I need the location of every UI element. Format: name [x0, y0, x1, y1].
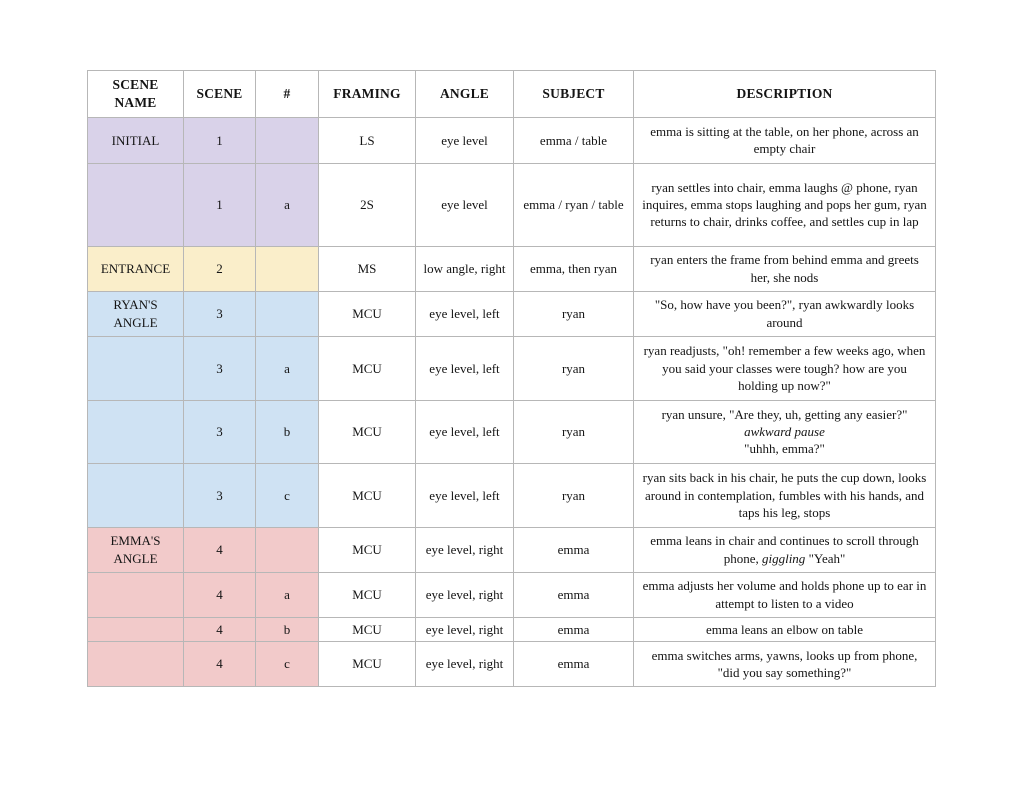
shot-list-table [87, 70, 936, 687]
cell-framing: 2S [319, 163, 416, 246]
cell-description [634, 117, 936, 163]
cell-angle: eye level, left [416, 463, 514, 527]
cell-scene-name: ENTRANCE [88, 246, 184, 291]
header-scene-name: SCENE NAME [88, 71, 184, 118]
table-row [88, 641, 936, 686]
description-segment: ryan enters the frame from behind emma and greets her, she nods [650, 252, 919, 285]
cell-shot: a [256, 336, 319, 400]
cell-angle: eye level, right [416, 641, 514, 686]
cell-subject: emma / table [514, 117, 634, 163]
cell-shot: a [256, 572, 319, 617]
cell-subject: emma [514, 572, 634, 617]
cell-scene-name: RYAN'S ANGLE [88, 291, 184, 336]
cell-description [634, 163, 936, 246]
cell-scene-name: EMMA'S ANGLE [88, 527, 184, 572]
cell-subject: ryan [514, 463, 634, 527]
cell-framing: MCU [319, 400, 416, 463]
shot-list-body [88, 117, 936, 686]
table-row [88, 463, 936, 527]
cell-scene: 2 [184, 246, 256, 291]
cell-scene: 4 [184, 641, 256, 686]
cell-framing: MCU [319, 463, 416, 527]
cell-scene: 3 [184, 336, 256, 400]
cell-scene-name [88, 617, 184, 641]
description-segment: "Yeah" [805, 550, 846, 566]
cell-angle: eye level, left [416, 291, 514, 336]
description-segment: "So, how have you been?", ryan awkwardly looks around [654, 297, 915, 330]
description-segment: awkward pause [744, 424, 825, 440]
cell-framing: MCU [319, 336, 416, 400]
table-row [88, 163, 936, 246]
cell-subject: ryan [514, 400, 634, 463]
description-segment: emma leans an elbow on table [705, 621, 864, 637]
cell-description [634, 291, 936, 336]
header-subject: SUBJECT [514, 71, 634, 118]
cell-shot [256, 527, 319, 572]
cell-framing: MCU [319, 617, 416, 641]
cell-framing: MCU [319, 641, 416, 686]
cell-framing: LS [319, 117, 416, 163]
cell-shot: a [256, 163, 319, 246]
cell-scene: 3 [184, 291, 256, 336]
cell-description [634, 400, 936, 463]
table-row [88, 527, 936, 572]
cell-scene-name [88, 336, 184, 400]
table-row [88, 617, 936, 641]
description-segment: ryan settles into chair, emma laughs @ phone, ryan inquires, emma stops laughing and pops her gum, ryan returns to chair, drinks coffee, and settles cup in lap [642, 179, 927, 230]
cell-shot: c [256, 463, 319, 527]
cell-framing: MCU [319, 291, 416, 336]
cell-description [634, 617, 936, 641]
cell-description [634, 463, 936, 527]
cell-shot [256, 117, 319, 163]
table-row [88, 400, 936, 463]
cell-scene-name [88, 463, 184, 527]
cell-subject: ryan [514, 291, 634, 336]
cell-angle: eye level [416, 163, 514, 246]
description-segment: ryan unsure, "Are they, uh, getting any easier?" [661, 406, 908, 422]
description-segment: emma adjusts her volume and holds phone up to ear in attempt to listen to a video [642, 578, 927, 611]
cell-scene: 4 [184, 572, 256, 617]
cell-angle: eye level [416, 117, 514, 163]
header-angle: ANGLE [416, 71, 514, 118]
cell-framing: MCU [319, 527, 416, 572]
cell-scene: 1 [184, 117, 256, 163]
table-row [88, 572, 936, 617]
cell-shot: c [256, 641, 319, 686]
cell-scene-name [88, 641, 184, 686]
cell-description [634, 641, 936, 686]
cell-description [634, 572, 936, 617]
cell-shot: b [256, 617, 319, 641]
description-segment: ryan readjusts, "oh! remember a few weeks ago, when you said your classes were tough? how are you holding up now?" [643, 343, 926, 393]
header-description: DESCRIPTION [634, 71, 936, 118]
cell-scene: 4 [184, 527, 256, 572]
description-segment: emma switches arms, yawns, looks up from phone, "did you say something?" [651, 647, 918, 680]
header-shot-number: # [256, 71, 319, 118]
cell-angle: eye level, left [416, 400, 514, 463]
table-row [88, 291, 936, 336]
cell-scene: 3 [184, 400, 256, 463]
header-scene: SCENE [184, 71, 256, 118]
description-segment: "uhhh, emma?" [744, 441, 825, 457]
cell-subject: emma [514, 617, 634, 641]
cell-subject: emma [514, 641, 634, 686]
cell-angle: eye level, right [416, 617, 514, 641]
cell-angle: eye level, right [416, 572, 514, 617]
cell-subject: emma / ryan / table [514, 163, 634, 246]
description-segment: giggling [761, 550, 806, 566]
table-row [88, 246, 936, 291]
cell-framing: MCU [319, 572, 416, 617]
cell-angle: eye level, right [416, 527, 514, 572]
description-segment: ryan sits back in his chair, he puts the cup down, looks around in contemplation, fumbles with his hands, and taps his leg, stops [642, 470, 927, 520]
description-segment: emma leans in chair and continues to scroll through phone, [650, 533, 919, 566]
header-row [88, 71, 936, 118]
description-segment: emma is sitting at the table, on her phone, across an empty chair [650, 123, 919, 157]
cell-scene-name: INITIAL [88, 117, 184, 163]
cell-shot [256, 246, 319, 291]
cell-description [634, 246, 936, 291]
table-row [88, 117, 936, 163]
cell-subject: emma [514, 527, 634, 572]
cell-shot [256, 291, 319, 336]
cell-scene: 3 [184, 463, 256, 527]
cell-description [634, 527, 936, 572]
cell-subject: emma, then ryan [514, 246, 634, 291]
cell-subject: ryan [514, 336, 634, 400]
cell-scene-name [88, 400, 184, 463]
cell-scene-name [88, 163, 184, 246]
table-row [88, 336, 936, 400]
cell-shot: b [256, 400, 319, 463]
cell-angle: low angle, right [416, 246, 514, 291]
cell-description [634, 336, 936, 400]
cell-angle: eye level, left [416, 336, 514, 400]
cell-scene: 1 [184, 163, 256, 246]
cell-scene: 4 [184, 617, 256, 641]
shot-list-header [88, 71, 936, 118]
header-framing: FRAMING [319, 71, 416, 118]
cell-framing: MS [319, 246, 416, 291]
cell-scene-name [88, 572, 184, 617]
